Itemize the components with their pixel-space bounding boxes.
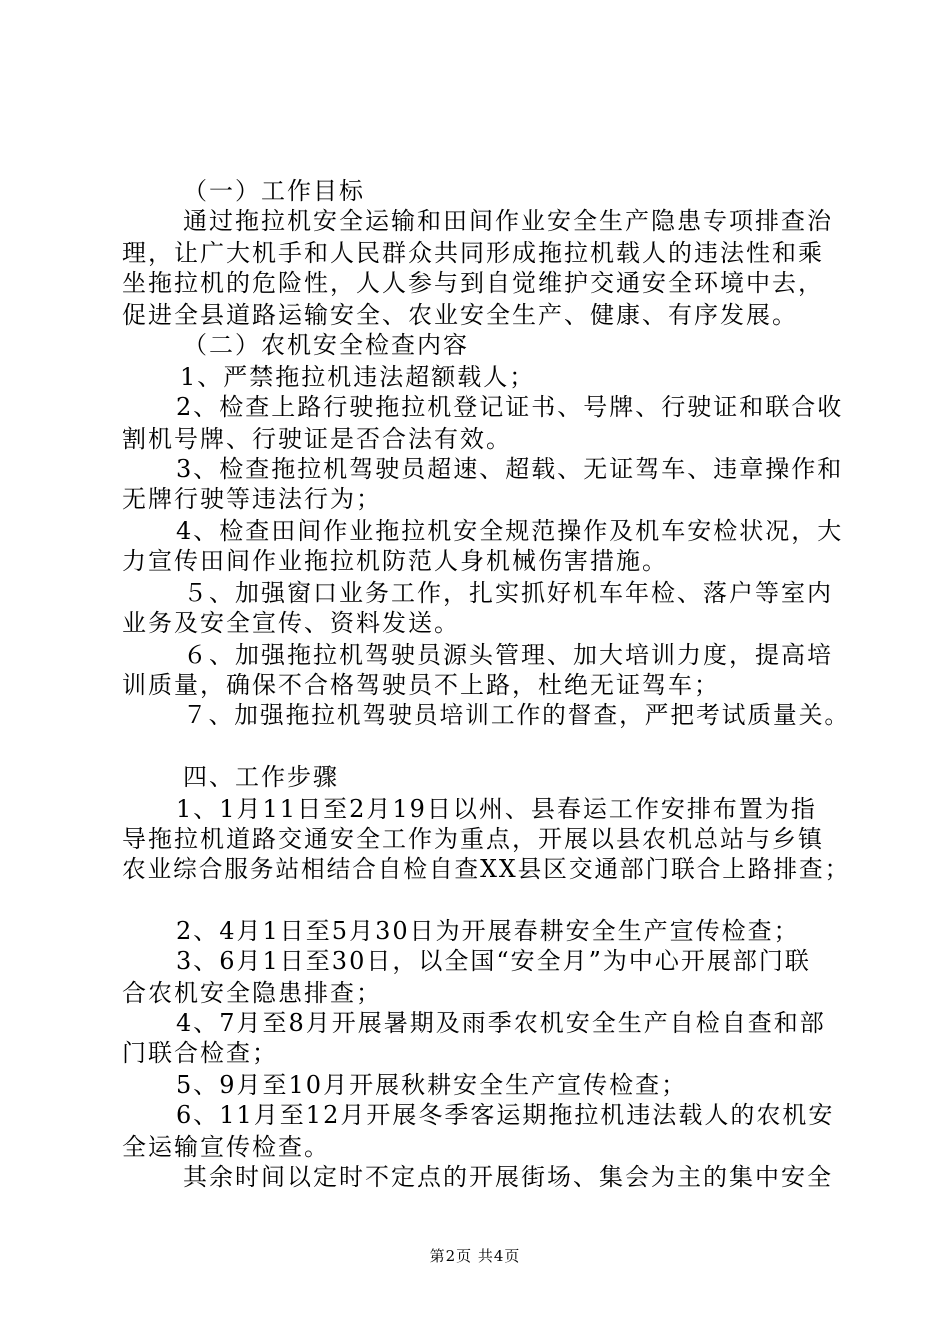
section-heading-goal: （一）工作目标 xyxy=(183,177,365,205)
list-item: 1、1月11日至2月19日以州、县春运工作安排布置为指 xyxy=(176,795,817,823)
list-item: ６、加强拖拉机驾驶员源头管理、加大培训力度，提高培 xyxy=(183,641,833,669)
list-item-continued: 割机号牌、行驶证是否合法有效。 xyxy=(122,425,512,453)
list-item-continued: 力宣传田间作业拖拉机防范人身机械伤害措施。 xyxy=(122,547,668,575)
section-heading-steps: 四、工作步骤 xyxy=(183,763,339,791)
list-item-continued: 导拖拉机道路交通安全工作为重点，开展以县农机总站与乡镇 xyxy=(122,825,824,853)
list-item: 2、4月1日至5月30日为开展春耕安全生产宣传检查； xyxy=(176,917,800,945)
list-item-continued: 农业综合服务站相结合自检自查XX县区交通部门联合上路排查； xyxy=(122,855,851,883)
list-item-continued: 全运输宣传检查。 xyxy=(122,1133,330,1161)
paragraph-line: 理，让广大机手和人民群众共同形成拖拉机载人的违法性和乘 xyxy=(122,239,824,267)
paragraph-line: 促进全县道路运输安全、农业安全生产、健康、有序发展。 xyxy=(122,301,798,329)
list-item: 5、9月至10月开展秋耕安全生产宣传检查； xyxy=(176,1071,688,1099)
list-item: 3、6月1日至30日，以全国“安全月”为中心开展部门联 xyxy=(176,947,811,975)
list-item: 4、7月至8月开展暑期及雨季农机安全生产自检自查和部 xyxy=(176,1009,826,1037)
list-item: ７、加强拖拉机驾驶员培训工作的督查，严把考试质量关。 xyxy=(183,701,851,729)
paragraph-line: 坐拖拉机的危险性，人人参与到自觉维护交通安全环境中去， xyxy=(122,269,824,297)
list-item-continued: 门联合检查； xyxy=(122,1039,278,1067)
list-item: 1、严禁拖拉机违法超额载人； xyxy=(180,363,536,391)
section-heading-inspection: （二）农机安全检查内容 xyxy=(183,331,469,359)
list-item-continued: 训质量，确保不合格驾驶员不上路，杜绝无证驾车； xyxy=(122,671,720,699)
list-item: 6、11月至12月开展冬季客运期拖拉机违法载人的农机安 xyxy=(176,1101,835,1129)
list-item: ５、加强窗口业务工作，扎实抓好机车年检、落户等室内 xyxy=(183,579,833,607)
list-item-continued: 合农机安全隐患排查； xyxy=(122,979,382,1007)
page-footer: 第2页 共4页 xyxy=(429,1247,521,1265)
list-item-continued: 业务及安全宣传、资料发送。 xyxy=(122,609,460,637)
list-item: 4、检查田间作业拖拉机安全规范操作及机车安检状况，大 xyxy=(176,517,844,545)
list-item: 2、检查上路行驶拖拉机登记证书、号牌、行驶证和联合收 xyxy=(176,393,844,421)
paragraph-line: 其余时间以定时不定点的开展街场、集会为主的集中安全 xyxy=(183,1163,833,1191)
paragraph-line: 通过拖拉机安全运输和田间作业安全生产隐患专项排查治 xyxy=(183,207,833,235)
list-item-continued: 无牌行驶等违法行为； xyxy=(122,485,382,513)
list-item: 3、检查拖拉机驾驶员超速、超载、无证驾车、违章操作和 xyxy=(176,455,844,483)
